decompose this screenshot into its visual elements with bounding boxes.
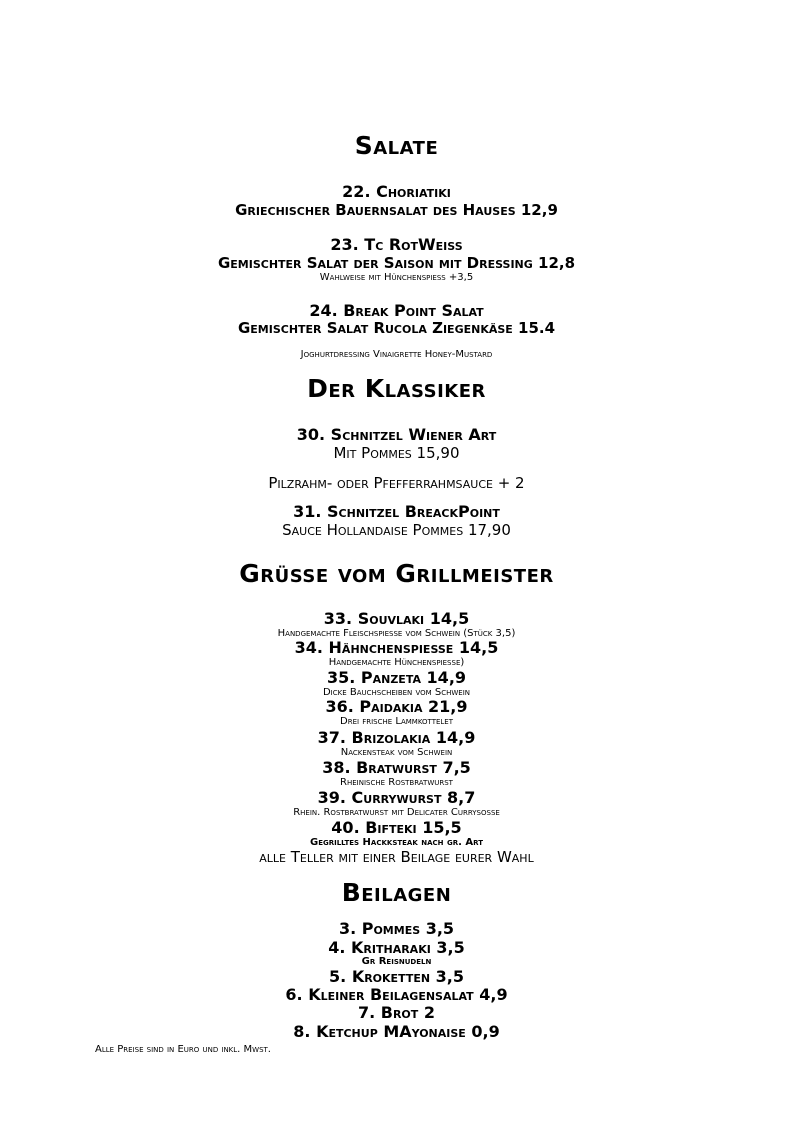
side-item-5: 5. Kroketten 3,5: [329, 967, 464, 986]
price-footnote: Alle Preise sind in Euro und inkl. Mwst.: [95, 1044, 271, 1055]
sauce-note: Pilzrahm- oder Pfefferrahmsauce + 2: [268, 474, 525, 492]
section-heading-grill: Grüsse vom Grillmeister: [239, 559, 554, 588]
grill-side-note: alle Teller mit einer Beilage eurer Wahl: [259, 848, 534, 866]
item-37-description: Nackensteak vom Schwein: [340, 747, 453, 758]
item-24-description: Gemischter Salat Rucola Ziegenkäse 15.4: [237, 319, 556, 337]
item-38-description: Rheinische Rostbratwurst: [340, 777, 453, 788]
side-item-6: 6. Kleiner Beilagensalat 4,9: [285, 985, 508, 1004]
item-34-title: 34. Hähnchenspiesse 14,5: [294, 638, 499, 657]
item-24-title: 24. Break Point Salat: [309, 301, 484, 320]
item-36-description: Drei frische Lammkottelet: [340, 716, 453, 727]
item-38-title: 38. Bratwurst 7,5: [322, 758, 471, 777]
item-24-note: Joghurtdressing Vinaigrette Honey-Mustard: [300, 349, 493, 360]
item-36-title: 36. Paidakia 21,9: [325, 697, 468, 716]
item-39-title: 39. Currywurst 8,7: [317, 788, 476, 807]
item-33-description: Handgemachte Fleischspiesse vom Schwein (Stück 3,5): [277, 628, 516, 639]
item-31-title: 31. Schnitzel BreackPoint: [293, 502, 500, 521]
item-35-description: Dicke Bauchscheiben vom Schwein: [322, 687, 471, 698]
item-22-title: 22. Choriatiki: [342, 182, 451, 201]
item-22-description: Griechischer Bauernsalat des Hauses 12,9: [235, 201, 558, 219]
side-item-7: 7. Brot 2: [357, 1003, 435, 1022]
item-34-description: Handgemachte Hünchenspiesse): [328, 657, 465, 668]
item-37-title: 37. Brizolakia 14,9: [317, 728, 476, 747]
item-39-description: Rhein. Rostbratwurst mit Delicater Currysosse: [293, 807, 500, 818]
item-35-title: 35. Panzeta 14,9: [326, 668, 467, 687]
side-item-4: 4. Kritharaki 3,5: [328, 938, 465, 957]
item-40-description: Gegrilltes Hackksteak nach gr. Art: [309, 837, 484, 848]
section-heading-salate: Salate: [354, 131, 439, 160]
item-23-title: 23. Tc RotWeiss: [330, 235, 463, 254]
section-heading-klassiker: Der Klassiker: [307, 374, 486, 403]
item-23-description: Gemischter Salat der Saison mit Dressing 12,8: [217, 254, 576, 272]
item-40-title: 40. Bifteki 15,5: [331, 818, 462, 837]
item-33-title: 33. Souvlaki 14,5: [323, 609, 470, 628]
item-30-title: 30. Schnitzel Wiener Art: [296, 425, 497, 444]
section-heading-beilagen: Beilagen: [341, 878, 452, 907]
item-23-note: Wahlweise mit Hünchenspiess +3,5: [319, 272, 474, 283]
side-item-4-note: Gr Reisnudeln: [361, 956, 432, 967]
item-31-description: Sauce Hollandaise Pommes 17,90: [282, 521, 511, 539]
side-item-8: 8. Ketchup MAyonaise 0,9: [293, 1022, 500, 1041]
item-30-description: Mit Pommes 15,90: [333, 444, 460, 462]
side-item-3: 3. Pommes 3,5: [338, 919, 455, 938]
